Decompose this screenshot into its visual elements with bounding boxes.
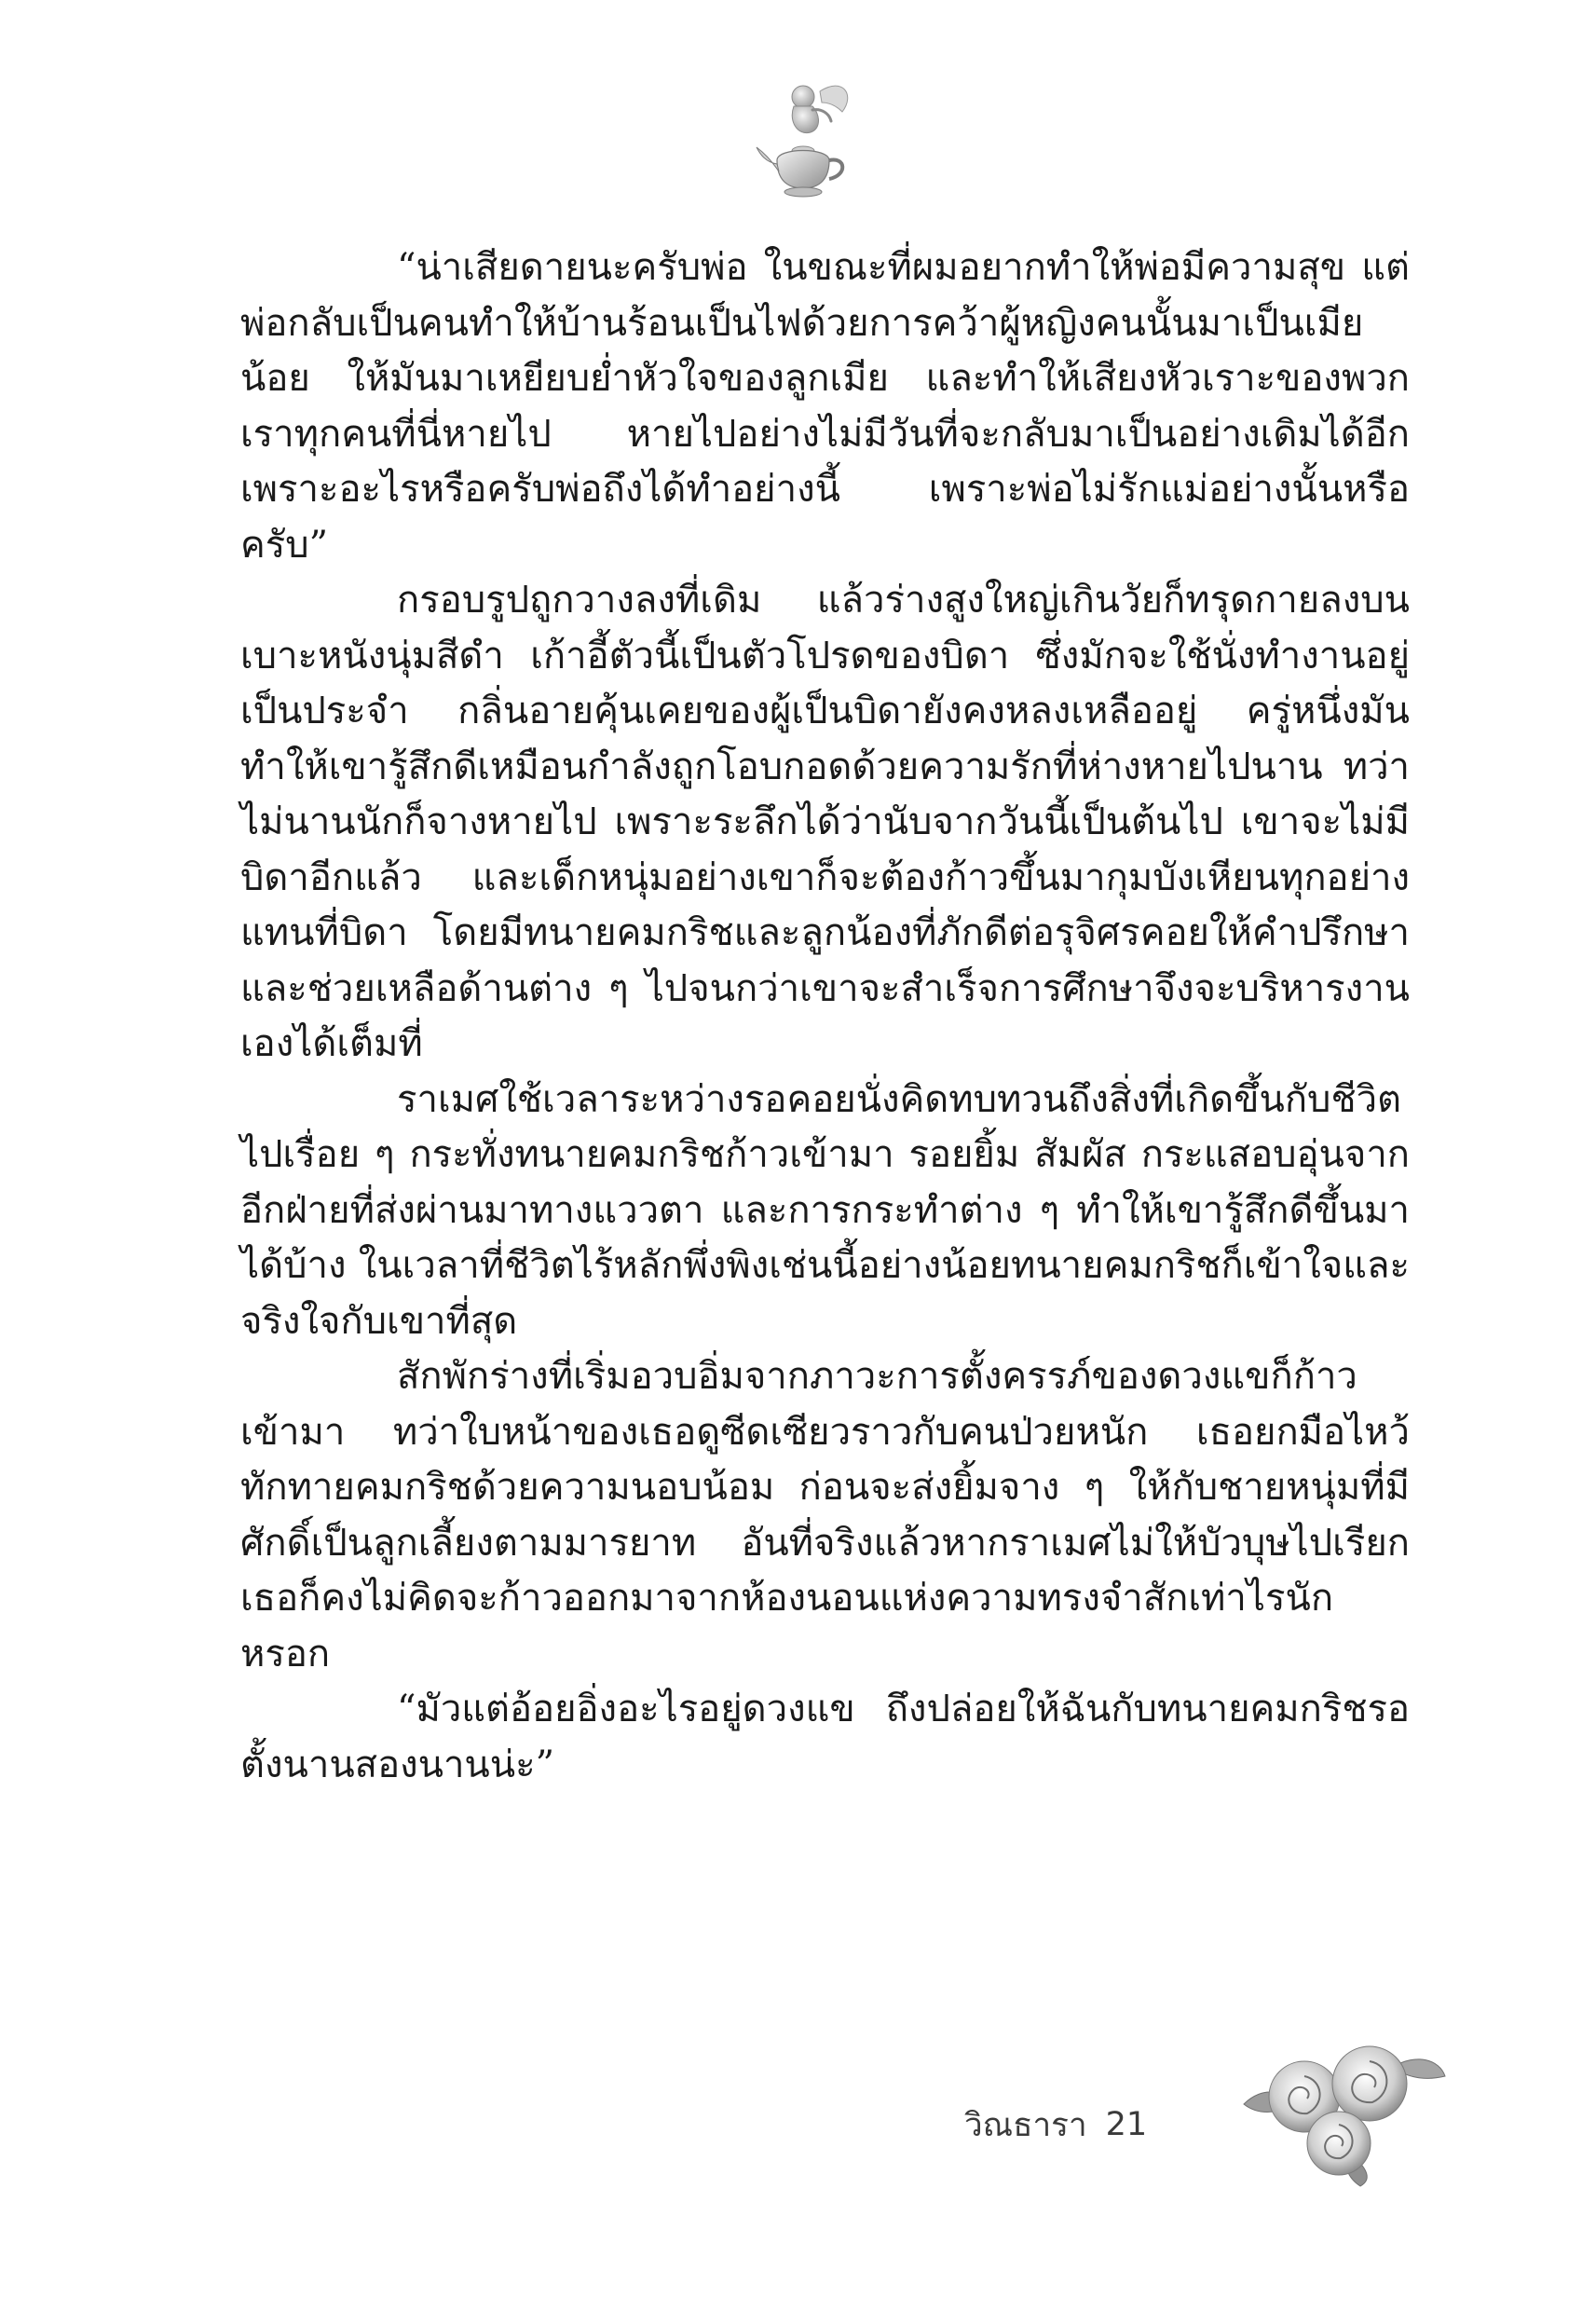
paragraph-1: “น่าเสียดายนะครับพ่อ ในขณะที่ผมอยากทำให้พ่อมีความสุข แต่พ่อกลับเป็นคนทำให้บ้านร้อนเป็นไฟด้วยการคว้าผู้หญิงคนนั้นมาเป็นเมียน้อย ให้มันมาเหยียบย่ำหัวใจของลูกเมีย และทำให้เสียงหัวเราะของพวกเราทุกคนที่นี่หายไป หายไปอย่างไม่มีวันที่จะกลับมาเป็นอย่างเดิมได้อีก เพราะอะไรหรือครับพ่อถึงได้ทำอย่างนี้ เพราะพ่อไม่รักแม่อย่างนั้นหรือครับ” <box>240 246 1410 567</box>
paragraph-2: กรอบรูปถูกวางลงที่เดิม แล้วร่างสูงใหญ่เกินวัยก็ทรุดกายลงบนเบาะหนังนุ่มสีดำ เก้าอี้ตัวนี้เป็นตัวโปรดของบิดา ซึ่งมักจะใช้นั่งทำงานอยู่เป็นประจำ กลิ่นอายคุ้นเคยของผู้เป็นบิดายังคงหลงเหลืออยู่ ครู่หนึ่งมันทำให้เขารู้สึกดีเหมือนกำลังถูกโอบกอดด้วยความรักที่ห่างหายไปนาน ทว่าไม่นานนักก็จางหายไป เพราะระลึกได้ว่านับจากวันนี้เป็นต้นไป เขาจะไม่มีบิดาอีกแล้ว และเด็กหนุ่มอย่างเขาก็จะต้องก้าวขึ้นมากุมบังเหียนทุกอย่างแทนที่บิดา โดยมีทนายคมกริชและลูกน้องที่ภักดีต่อรุจิศรคอยให้คำปรึกษา และช่วยเหลือด้านต่าง ๆ ไปจนกว่าเขาจะสำเร็จการศึกษาจึงจะบริหารงานเองได้เต็มที่ <box>240 579 1410 1065</box>
paragraph-5: “มัวแต่อ้อยอิ่งอะไรอยู่ดวงแข ถึงปล่อยให้ฉันกับทนายคมกริชรอตั้งนานสองนานน่ะ” <box>240 1688 1410 1786</box>
body-text <box>240 240 1410 1793</box>
page-number: 21 <box>1105 2106 1148 2143</box>
paragraph-4: สักพักร่างที่เริ่มอวบอิ่มจากภาวะการตั้งครรภ์ของดวงแขก็ก้าวเข้ามา ทว่าใบหน้าของเธอดูซีดเซียวราวกับคนป่วยหนัก เธอยกมือไหว้ทักทายคมกริชด้วยความนอบน้อม ก่อนจะส่งยิ้มจาง ๆ ให้กับชายหนุ่มที่มีศักดิ์เป็นลูกเลี้ยงตามมารยาท อันที่จริงแล้วหากราเมศไม่ให้บัวบุษไปเรียก เธอก็คงไม่คิดจะก้าวออกมาจากห้องนอนแห่งความทรงจำสักเท่าไรนักหรอก <box>240 1355 1410 1675</box>
angel-teapot-ornament-icon <box>755 75 857 214</box>
page-footer <box>964 2097 1147 2153</box>
rose-bouquet-ornament-icon <box>1235 2039 1449 2188</box>
book-title: วิณธารา <box>964 2106 1087 2144</box>
paragraph-3: ราเมศใช้เวลาระหว่างรอคอยนั่งคิดทบทวนถึงสิ่งที่เกิดขึ้นกับชีวิตไปเรื่อย ๆ กระทั่งทนายคมกริชก้าวเข้ามา รอยยิ้ม สัมผัส กระแสอบอุ่นจากอีกฝ่ายที่ส่งผ่านมาทางแววตา และการกระทำต่าง ๆ ทำให้เขารู้สึกดีขึ้นมาได้บ้าง ในเวลาที่ชีวิตไร้หลักพึ่งพิงเช่นนี้อย่างน้อยทนายคมกริชก็เข้าใจและจริงใจกับเขาที่สุด <box>240 1077 1410 1343</box>
